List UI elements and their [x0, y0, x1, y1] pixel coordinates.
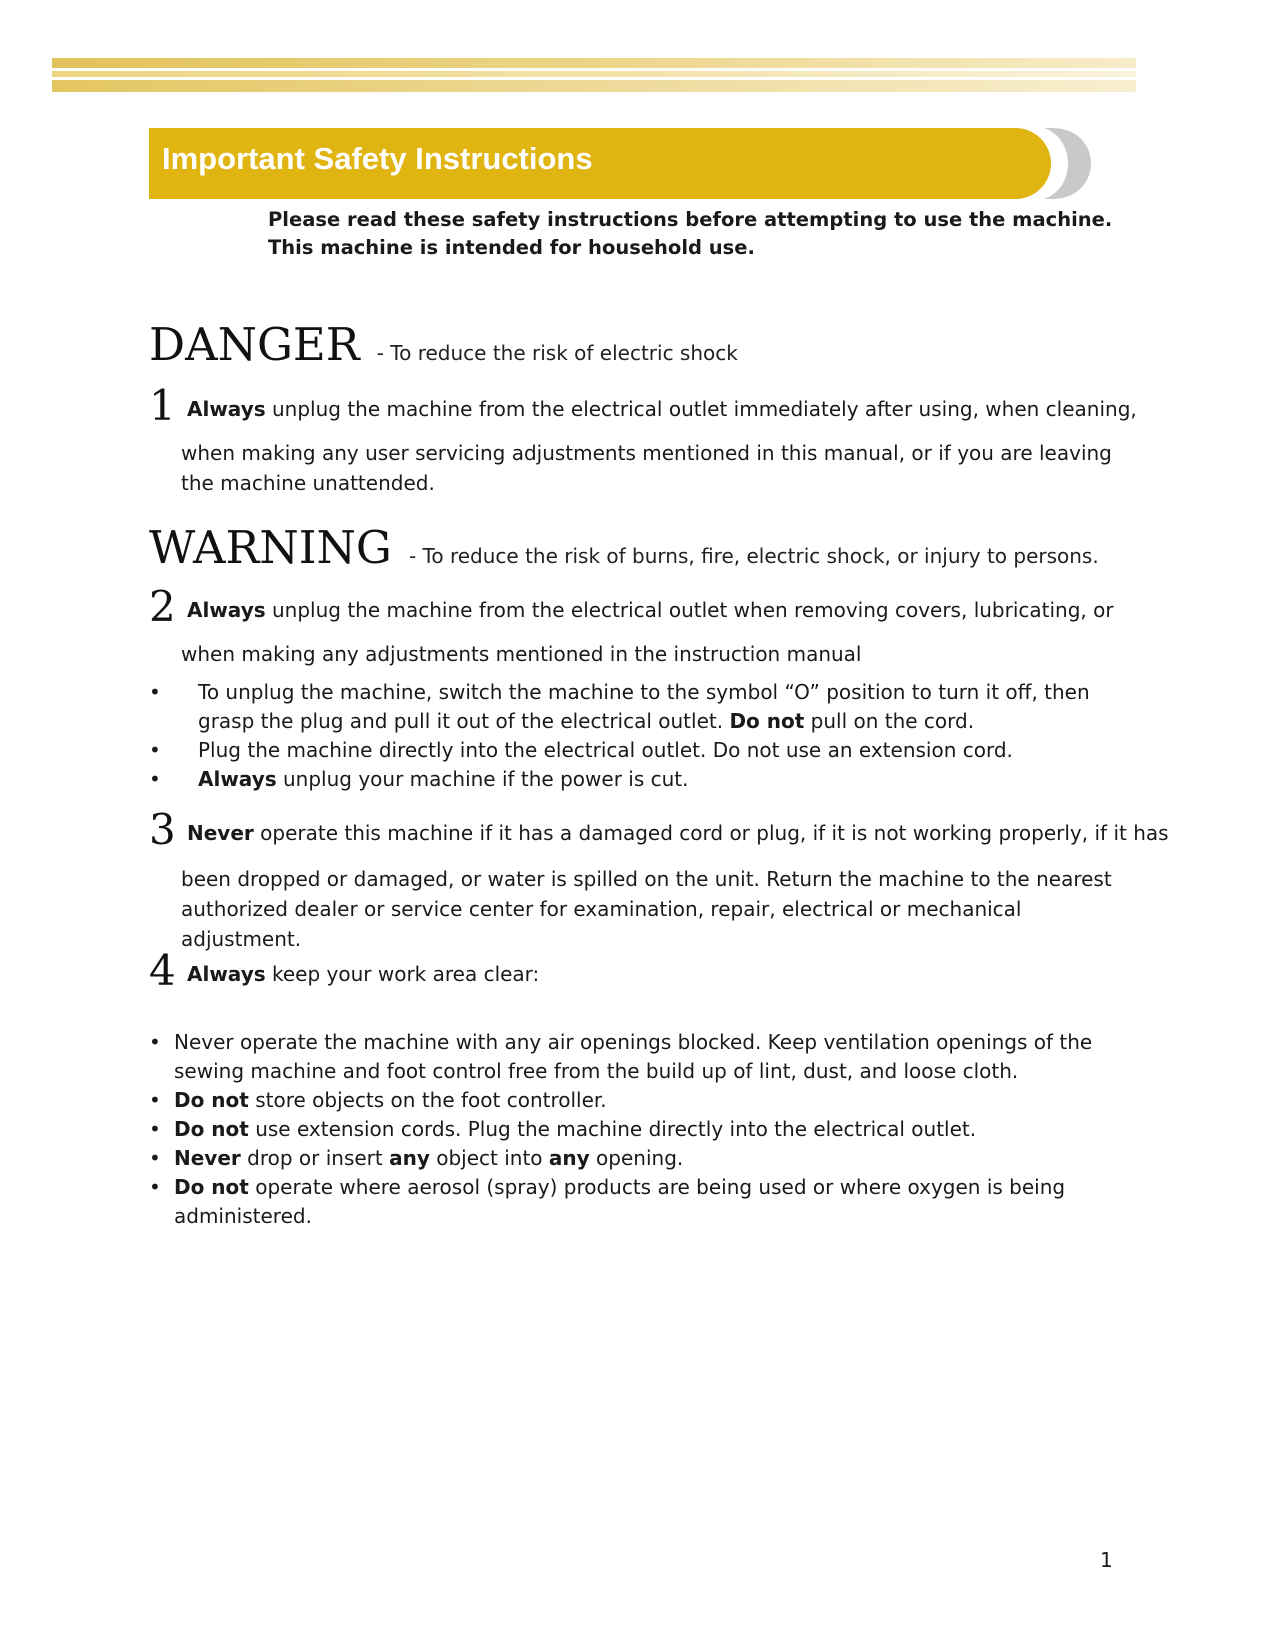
section-title: Important Safety Instructions	[162, 141, 593, 176]
header-stripe	[52, 71, 1136, 77]
list-item	[149, 1028, 1129, 1086]
list-item-text: operate where aerosol (spray) products are being used or where oxygen is being administered.	[174, 1175, 1066, 1228]
list-item	[149, 736, 1129, 765]
instruction-item-4	[149, 946, 1139, 995]
list-item-text: store objects on the foot controller.	[248, 1088, 607, 1112]
item-number: 2	[149, 582, 176, 631]
list-item-emphasis: Do not	[174, 1117, 249, 1141]
list-item-text: unplug your machine if the power is cut.	[276, 767, 689, 791]
list-item-emphasis: Do not	[174, 1175, 249, 1199]
instruction-item-3	[149, 805, 1169, 954]
instruction-item-2	[149, 582, 1139, 669]
item-lead: Always	[187, 397, 266, 421]
intro-line: Please read these safety instructions before attempting to use the machine.	[268, 208, 1113, 231]
list-item-text: pull on the cord.	[804, 709, 975, 733]
list-item-emphasis: any	[548, 1146, 590, 1170]
list-item-emphasis: Always	[198, 767, 277, 791]
list-item-text: object into	[429, 1146, 549, 1170]
bullet-icon: •	[149, 1088, 161, 1112]
intro-line: This machine is intended for household use.	[268, 236, 755, 259]
bullet-icon: •	[149, 680, 161, 704]
list-item	[149, 678, 1129, 736]
bullet-icon: •	[149, 1030, 161, 1054]
item-text: when making any adjustments mentioned in the instruction manual	[181, 642, 862, 666]
list-item-text: To unplug the machine, switch the machine to the symbol “O” position to turn it off, then grasp the plug and pull it out of the electrical outlet.	[198, 680, 1090, 733]
item-number: 3	[149, 805, 176, 854]
item-text: unplug the machine from the electrical outlet immediately after using, when cleaning,	[265, 397, 1137, 421]
decorative-header-band	[52, 58, 1136, 92]
page-number: 1	[1100, 1548, 1113, 1572]
warning-subtitle: - To reduce the risk of burns, fire, electric shock, or injury to persons.	[408, 544, 1099, 568]
list-item-text: drop or insert	[240, 1146, 390, 1170]
list-item-emphasis: Do not	[729, 709, 805, 733]
item-text: keep your work area clear:	[265, 962, 540, 986]
warning-label: WARNING	[149, 521, 392, 574]
list-item	[149, 1086, 1129, 1115]
danger-label: DANGER	[149, 318, 360, 371]
item-lead: Always	[187, 598, 266, 622]
list-item	[149, 765, 1129, 794]
list-item	[149, 1115, 1129, 1144]
danger-subtitle: - To reduce the risk of electric shock	[376, 341, 738, 365]
list-item-text: Plug the machine directly into the electrical outlet. Do not use an extension cord.	[198, 738, 1013, 762]
item-2-bullet-list	[149, 678, 1129, 794]
danger-heading	[149, 318, 738, 371]
item-lead: Never	[187, 821, 254, 845]
list-item-text: Never operate the machine with any air openings blocked. Keep ventilation openings of the sewing machine and foot control free from the build up of lint, dust, and loose cloth.	[174, 1030, 1093, 1083]
bullet-icon: •	[149, 1146, 161, 1170]
list-item-emphasis: Never	[174, 1146, 241, 1170]
item-text: when making any user servicing adjustments mentioned in this manual, or if you are leaving the machine unattended.	[181, 441, 1112, 495]
warning-heading	[149, 521, 1099, 574]
item-lead: Always	[187, 962, 266, 986]
list-item-text: opening.	[589, 1146, 684, 1170]
bullet-icon: •	[149, 738, 161, 762]
list-item	[149, 1173, 1129, 1231]
header-stripe	[52, 58, 1136, 68]
list-item-text: use extension cords. Plug the machine directly into the electrical outlet.	[248, 1117, 977, 1141]
header-stripe	[52, 80, 1136, 92]
list-item	[149, 1144, 1129, 1173]
decorative-arc-icon	[1044, 128, 1104, 199]
bullet-icon: •	[149, 1175, 161, 1199]
intro-notice	[268, 206, 1112, 262]
item-4-bullet-list	[149, 1028, 1129, 1231]
list-item-emphasis: Do not	[174, 1088, 249, 1112]
item-number: 4	[149, 946, 176, 995]
item-number: 1	[149, 381, 176, 430]
bullet-icon: •	[149, 1117, 161, 1141]
bullet-icon: •	[149, 767, 161, 791]
item-text: unplug the machine from the electrical outlet when removing covers, lubricating, or	[265, 598, 1114, 622]
instruction-item-1	[149, 381, 1139, 498]
item-text: been dropped or damaged, or water is spilled on the unit. Return the machine to the nearest authorized dealer or service center for examination, repair, electrical or mechanical adjustment.	[181, 867, 1112, 951]
list-item-emphasis: any	[389, 1146, 430, 1170]
item-text: operate this machine if it has a damaged cord or plug, if it is not working properly, if it has	[253, 821, 1169, 845]
